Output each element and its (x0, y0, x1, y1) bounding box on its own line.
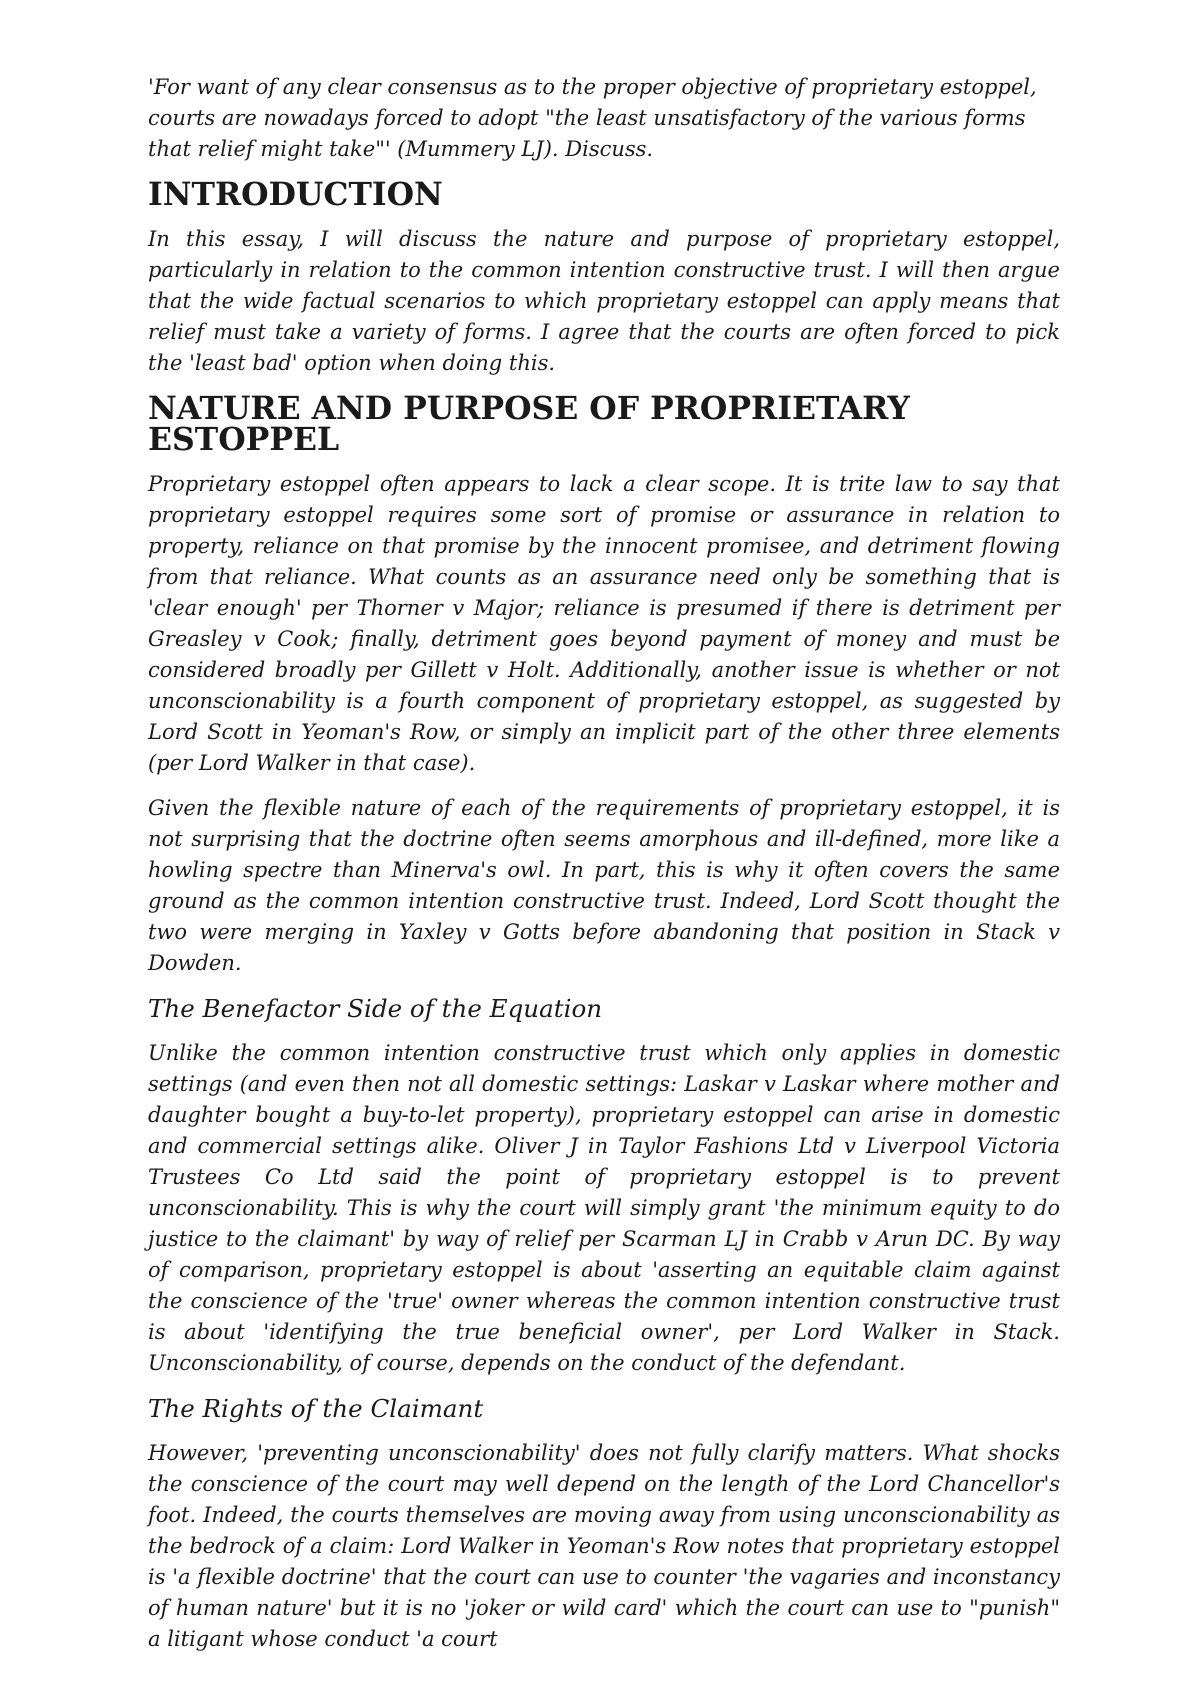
nature-paragraph-1: Proprietary estoppel often appears to lack a clear scope. It is trite law to say that proprietary estoppel requires some sort of promise or assurance in relation to property, reliance on that promise by the innocent promisee, and detriment flowing from that reliance. What counts as an assurance need only be something that is 'clear enough' per Thorner v Major; reliance is presumed if there is detriment per Greasley v Cook; finally, detriment goes beyond payment of money and must be considered broadly per Gillett v Holt. Additionally, another issue is whether or not unconscionability is a fourth component of proprietary estoppel, as suggested by Lord Scott in Yeoman's Row, or simply an implicit part of the other three elements (per Lord Walker in that case). (148, 472, 1060, 775)
rights-paragraph: However, 'preventing unconscionability' does not fully clarify matters. What shocks the conscience of the court may well depend on the length of the Lord Chancellor's foot. Indeed, the courts themselves are moving away from using unconscionability as the bedrock of a claim: Lord Walker in Yeoman's Row notes that proprietary estoppel is 'a flexible doctrine' that the court can use to counter 'the vagaries and inconstancy of human nature' but it is no 'joker or wild card' which the court can use to "punish" a litigant whose conduct 'a court (148, 1441, 1060, 1651)
section-heading-introduction: INTRODUCTION (148, 176, 443, 213)
subheading-rights-of-claimant: The Rights of the Claimant (148, 1394, 484, 1423)
benefactor-paragraph: Unlike the common intention constructive trust which only applies in domestic settings (and even then not all domestic settings: Laskar v Laskar where mother and daughter bought a buy-to-let property), proprietary estoppel can arise in domestic and commercial settings alike. Oliver J in Taylor Fashions Ltd v Liverpool Victoria Trustees Co Ltd said the point of proprietary estoppel is to prevent unconscionability. This is why the court will simply grant 'the minimum equity to do justice to the claimant' by way of relief per Scarman LJ in Crabb v Arun DC. By way of comparison, proprietary estoppel is about 'asserting an equitable claim against the conscience of the 'true' owner whereas the common intention constructive trust is about 'identifying the true beneficial owner', per Lord Walker in Stack. Unconscionability, of course, depends on the conduct of the defendant. (148, 1041, 1060, 1375)
section-heading-nature-and-purpose: NATURE AND PURPOSE OF PROPRIETARY ESTOPPEL (148, 390, 910, 458)
subheading-benefactor-side: The Benefactor Side of the Equation (148, 994, 603, 1023)
essay-question: 'For want of any clear consensus as to the proper objective of proprietary estoppel, courts are nowadays forced to adopt "the least unsatisfactory of the various forms that relief might take"' (Mummery LJ). Discuss. (148, 75, 1037, 161)
document-page (148, 72, 1060, 1669)
nature-paragraph-2: Given the flexible nature of each of the requirements of proprietary estoppel, it is not surprising that the doctrine often seems amorphous and ill-defined, more like a howling spectre than Minerva's owl. In part, this is why it often covers the same ground as the common intention constructive trust. Indeed, Lord Scott thought the two were merging in Yaxley v Gotts before abandoning that position in Stack v Dowden. (148, 796, 1060, 975)
introduction-paragraph: In this essay, I will discuss the nature and purpose of proprietary estoppel, particularly in relation to the common intention constructive trust. I will then argue that the wide factual scenarios to which proprietary estoppel can apply means that relief must take a variety of forms. I agree that the courts are often forced to pick the 'least bad' option when doing this. (148, 227, 1060, 375)
